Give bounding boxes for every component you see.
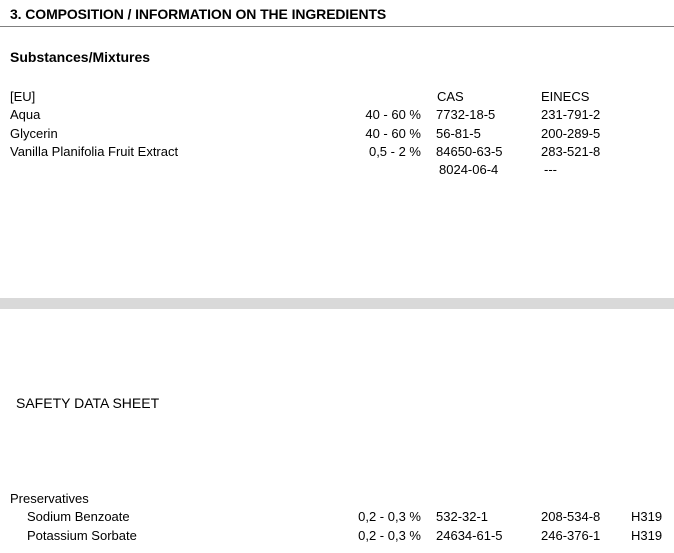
ingredient-name: Aqua [10,107,41,122]
cas-column-header: CAS [437,89,464,104]
ingredient-name: Glycerin [10,126,58,141]
preservative-einecs: 246-376-1 [541,528,601,543]
ingredient-einecs: 200-289-5 [541,126,601,141]
section-heading-rule [0,26,674,27]
section-heading: 3. COMPOSITION / INFORMATION ON THE INGREDIENTS [10,6,387,22]
ingredient-einecs: --- [544,162,557,177]
ingredient-einecs: 283-521-8 [541,144,601,159]
ingredient-concentration: 40 - 60 % [365,107,421,122]
ingredient-cas: 84650-63-5 [436,144,503,159]
preservative-name: Sodium Benzoate [27,509,130,524]
preservative-hazard: H319 [631,509,663,524]
ingredient-concentration: 40 - 60 % [365,126,421,141]
preservative-hazard: H319 [631,528,663,543]
ingredient-einecs: 231-791-2 [541,107,601,122]
preservative-concentration: 0,2 - 0,3 % [358,509,421,524]
group-label: [EU] [10,89,36,104]
preservatives-label: Preservatives [10,491,89,506]
page-title: SAFETY DATA SHEET [16,395,160,411]
einecs-column-header: EINECS [541,89,590,104]
sub-heading: Substances/Mixtures [10,49,151,65]
ingredient-cas: 56-81-5 [436,126,481,141]
preservative-concentration: 0,2 - 0,3 % [358,528,421,543]
page-break-divider [0,298,674,309]
ingredient-name: Vanilla Planifolia Fruit Extract [10,144,179,159]
preservative-name: Potassium Sorbate [27,528,137,543]
preservative-cas: 532-32-1 [436,509,489,524]
ingredient-concentration: 0,5 - 2 % [368,144,421,159]
ingredient-cas: 8024-06-4 [439,162,499,177]
preservative-cas: 24634-61-5 [436,528,503,543]
ingredient-cas: 7732-18-5 [436,107,496,122]
preservative-einecs: 208-534-8 [541,509,601,524]
